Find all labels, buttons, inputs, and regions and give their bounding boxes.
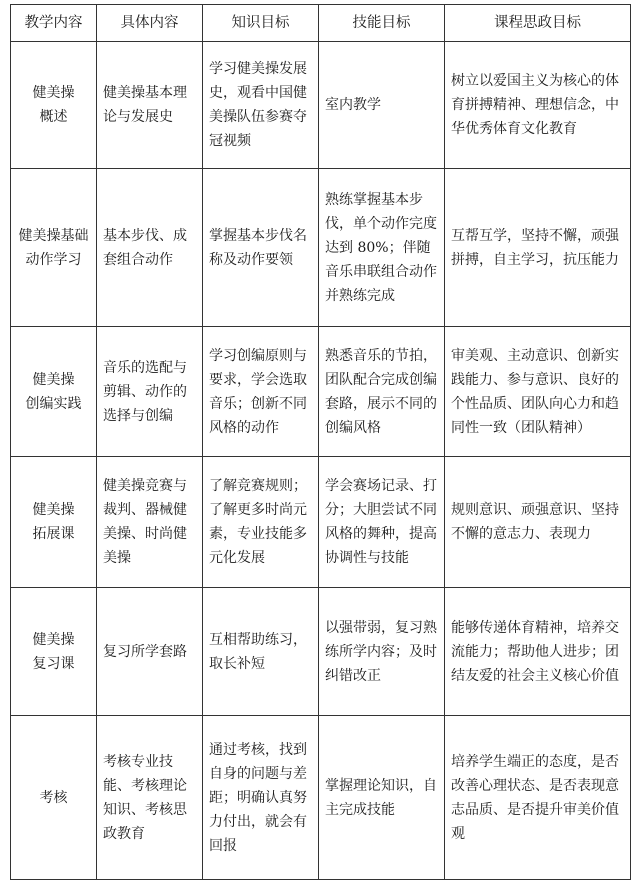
header-row: [11, 5, 631, 42]
skill-cell: 掌握理论知识，自主完成技能: [319, 716, 445, 880]
table-row: [11, 169, 631, 327]
ideology-cell: 规则意识、顽强意识、坚持不懈的意志力、表现力: [445, 457, 631, 588]
topic-cell: 健美操基础 动作学习: [11, 169, 97, 327]
knowledge-cell: 学习健美操发展史，观看中国健美操队伍参赛夺冠视频: [203, 42, 319, 169]
ideology-cell: 能够传递体育精神，培养交流能力；帮助他人进步；团结友爱的社会主义核心价值: [445, 588, 631, 716]
header-knowledge-goal: 知识目标: [203, 5, 319, 42]
skill-cell: 熟练掌握基本步伐，单个动作完度达到 80%；伴随音乐串联组合动作并熟练完成: [319, 169, 445, 327]
curriculum-document: [10, 4, 630, 876]
header-teaching-content: 教学内容: [11, 5, 97, 42]
header-skill-goal: 技能目标: [319, 5, 445, 42]
skill-cell: 学会赛场记录、打分；大胆尝试不同风格的舞种，提高协调性与技能: [319, 457, 445, 588]
skill-cell: 以强带弱，复习熟练所学内容；及时纠错改正: [319, 588, 445, 716]
skill-cell: 熟悉音乐的节拍，团队配合完成创编套路，展示不同的创编风格: [319, 327, 445, 457]
header-ideology-goal: 课程思政目标: [445, 5, 631, 42]
content-cell: 音乐的选配与剪辑、动作的选择与创编: [97, 327, 203, 457]
ideology-cell: 审美观、主动意识、创新实践能力、参与意识、良好的个性品质、团队向心力和趋同性一致（团队精神）: [445, 327, 631, 457]
content-cell: 健美操基本理论与发展史: [97, 42, 203, 169]
table-row: [11, 716, 631, 880]
knowledge-cell: 掌握基本步伐名称及动作要领: [203, 169, 319, 327]
topic-cell: 健美操 创编实践: [11, 327, 97, 457]
table-row: [11, 42, 631, 169]
knowledge-cell: 互相帮助练习，取长补短: [203, 588, 319, 716]
content-cell: 基本步伐、成套组合动作: [97, 169, 203, 327]
curriculum-table: [10, 4, 631, 880]
ideology-cell: 培养学生端正的态度，是否改善心理状态、是否表现意志品质、是否提升审美价值观: [445, 716, 631, 880]
content-cell: 复习所学套路: [97, 588, 203, 716]
ideology-cell: 树立以爱国主义为核心的体育拼搏精神、理想信念，中华优秀体育文化教育: [445, 42, 631, 169]
content-cell: 考核专业技能、考核理论知识、考核思政教育: [97, 716, 203, 880]
table-row: [11, 588, 631, 716]
table-row: [11, 327, 631, 457]
header-specific-content: 具体内容: [97, 5, 203, 42]
ideology-cell: 互帮互学，坚持不懈，顽强拼搏，自主学习，抗压能力: [445, 169, 631, 327]
table-row: [11, 457, 631, 588]
topic-cell: 考核: [11, 716, 97, 880]
skill-cell: 室内教学: [319, 42, 445, 169]
knowledge-cell: 通过考核，找到自身的问题与差距；明确认真努力付出，就会有回报: [203, 716, 319, 880]
topic-cell: 健美操 拓展课: [11, 457, 97, 588]
content-cell: 健美操竞赛与裁判、器械健美操、时尚健美操: [97, 457, 203, 588]
knowledge-cell: 学习创编原则与要求，学会选取音乐；创新不同风格的动作: [203, 327, 319, 457]
topic-cell: 健美操 概述: [11, 42, 97, 169]
topic-cell: 健美操 复习课: [11, 588, 97, 716]
knowledge-cell: 了解竞赛规则；了解更多时尚元素，专业技能多元化发展: [203, 457, 319, 588]
